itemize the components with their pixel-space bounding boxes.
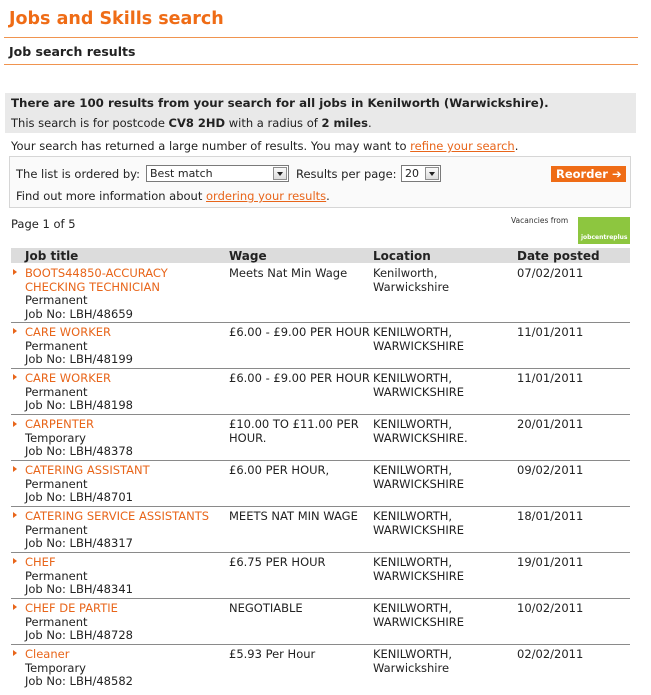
- table-row: [11, 322, 630, 369]
- wage-cell: MEETS NAT MIN WAGE: [229, 509, 358, 523]
- job-title-link[interactable]: CHEF DE PARTIE: [25, 601, 118, 615]
- job-type: Permanent: [25, 338, 88, 353]
- job-type: Temporary: [25, 430, 86, 445]
- wage-cell: £5.93 Per Hour: [229, 647, 316, 661]
- location-cell: KENILWORTH, WARWICKSHIRE: [373, 371, 465, 399]
- refine-search-link[interactable]: refine your search: [410, 139, 515, 153]
- table-row: [11, 414, 630, 461]
- col-job-title: Job title: [25, 249, 79, 263]
- location-cell: KENILWORTH, WARWICKSHIRE: [373, 509, 465, 537]
- job-title-link[interactable]: CARPENTER: [25, 417, 94, 431]
- search-criteria-text: [11, 116, 372, 130]
- date-cell: 11/01/2011: [517, 325, 584, 339]
- arrow-right-icon: ➔: [611, 167, 622, 181]
- date-cell: 07/02/2011: [517, 266, 584, 280]
- notice-end: .: [514, 139, 519, 153]
- job-number: Job No: LBH/48317: [25, 536, 133, 550]
- job-title-link[interactable]: CARE WORKER: [25, 371, 112, 385]
- per-page-select[interactable]: [401, 165, 441, 182]
- table-header: [11, 248, 630, 263]
- bullet-arrow-icon: [13, 269, 17, 275]
- date-cell: 18/01/2011: [517, 509, 584, 523]
- job-number: Job No: LBH/48198: [25, 398, 133, 412]
- table-row: [11, 644, 630, 694]
- job-type: Temporary: [25, 660, 86, 675]
- bullet-arrow-icon: [13, 328, 17, 334]
- bullet-arrow-icon: [13, 374, 17, 380]
- job-type: Permanent: [25, 476, 88, 491]
- criteria-end: .: [367, 116, 372, 130]
- per-page-label: Results per page:: [296, 167, 397, 181]
- wage-cell: £6.00 - £9.00 PER HOUR: [229, 325, 370, 339]
- location-cell: KENILWORTH, WARWICKSHIRE: [373, 463, 465, 491]
- col-wage: Wage: [229, 249, 267, 263]
- table-row: [11, 263, 630, 323]
- location-cell: KENILWORTH, WARWICKSHIRE: [373, 555, 465, 583]
- location-cell: Kenilworth, Warwickshire: [373, 266, 450, 294]
- job-type: Permanent: [25, 384, 88, 399]
- criteria-mid: with a radius of: [225, 116, 322, 130]
- table-row: [11, 552, 630, 599]
- radius: 2 miles: [321, 116, 368, 130]
- job-cell: [25, 556, 225, 597]
- pagination-text: Page 1 of 5: [11, 217, 76, 231]
- table-row: [11, 506, 630, 553]
- job-number: Job No: LBH/48582: [25, 674, 133, 688]
- job-title-link[interactable]: CARE WORKER: [25, 325, 112, 339]
- date-cell: 19/01/2011: [517, 555, 584, 569]
- wage-cell: Meets Nat Min Wage: [229, 266, 348, 280]
- job-type: Permanent: [25, 568, 88, 583]
- bullet-arrow-icon: [13, 512, 17, 518]
- wage-cell: £6.75 PER HOUR: [229, 555, 326, 569]
- job-cell: [25, 267, 225, 321]
- bullet-arrow-icon: [13, 421, 17, 427]
- reorder-button[interactable]: [551, 166, 626, 182]
- order-label: The list is ordered by:: [16, 167, 141, 181]
- section-title: Job search results: [9, 44, 136, 59]
- col-date: Date posted: [517, 249, 600, 263]
- table-row: [11, 460, 630, 507]
- location-cell: KENILWORTH, Warwickshire: [373, 647, 453, 675]
- table-row: [11, 598, 630, 645]
- col-location: Location: [373, 249, 431, 263]
- bullet-arrow-icon: [13, 558, 17, 564]
- job-cell: [25, 418, 225, 459]
- table-row: [11, 368, 630, 415]
- job-number: Job No: LBH/48199: [25, 352, 133, 366]
- ordering-controls: [9, 156, 631, 208]
- job-number: Job No: LBH/48341: [25, 582, 133, 596]
- job-type: Permanent: [25, 522, 88, 537]
- vacancies-label: Vacancies from: [511, 216, 569, 225]
- date-cell: 10/02/2011: [517, 601, 584, 615]
- reorder-label: Reorder: [556, 167, 608, 181]
- chevron-down-icon: [425, 167, 439, 180]
- info-end: .: [326, 189, 330, 203]
- location-cell: KENILWORTH, WARWICKSHIRE.: [373, 417, 468, 445]
- job-cell: [25, 464, 225, 505]
- per-page-value: 20: [405, 167, 419, 180]
- bullet-arrow-icon: [13, 650, 17, 656]
- date-cell: 02/02/2011: [517, 647, 584, 661]
- criteria-prefix: This search is for postcode: [11, 116, 169, 130]
- job-cell: [25, 648, 225, 689]
- wage-cell: £6.00 - £9.00 PER HOUR: [229, 371, 370, 385]
- order-value: Best match: [150, 167, 213, 180]
- divider: [4, 37, 638, 38]
- results-count-text: There are 100 results from your search for all jobs in Kenilworth (Warwickshire).: [11, 96, 549, 110]
- order-select[interactable]: [146, 165, 289, 182]
- wage-cell: £6.00 PER HOUR,: [229, 463, 330, 477]
- bullet-arrow-icon: [13, 466, 17, 472]
- divider: [4, 64, 638, 65]
- logo-text: jobcentreplus: [581, 234, 628, 241]
- location-cell: KENILWORTH, WARWICKSHIRE: [373, 601, 465, 629]
- job-title-link[interactable]: CATERING ASSISTANT: [25, 463, 150, 477]
- jobcentreplus-logo: [578, 217, 630, 244]
- ordering-info: [16, 189, 330, 203]
- job-title-link[interactable]: CATERING SERVICE ASSISTANTS: [25, 509, 210, 523]
- bullet-arrow-icon: [13, 604, 17, 610]
- job-title-link[interactable]: BOOTS44850-ACCURACY CHECKING TECHNICIAN: [25, 266, 168, 294]
- page-title: Jobs and Skills search: [9, 9, 224, 29]
- location-cell: KENILWORTH, WARWICKSHIRE: [373, 325, 465, 353]
- date-cell: 11/01/2011: [517, 371, 584, 385]
- job-type: Permanent: [25, 614, 88, 629]
- job-cell: [25, 602, 225, 643]
- job-number: Job No: LBH/48378: [25, 444, 133, 458]
- job-title-link[interactable]: Cleaner: [25, 647, 70, 661]
- info-text: Find out more information about: [16, 189, 207, 203]
- wage-cell: £10.00 TO £11.00 PER HOUR.: [229, 417, 359, 445]
- job-number: Job No: LBH/48659: [25, 306, 133, 321]
- job-number: Job No: LBH/48701: [25, 490, 133, 504]
- wage-cell: NEGOTIABLE: [229, 601, 303, 615]
- notice-text: Your search has returned a large number of results. You may want to: [11, 139, 411, 153]
- results-summary: [5, 93, 636, 133]
- job-cell: [25, 510, 225, 551]
- large-results-notice: [11, 139, 518, 153]
- job-type: Permanent: [25, 293, 88, 307]
- job-title-link[interactable]: CHEF: [25, 555, 56, 569]
- chevron-down-icon: [273, 167, 287, 180]
- job-cell: [25, 326, 225, 367]
- date-cell: 09/02/2011: [517, 463, 584, 477]
- date-cell: 20/01/2011: [517, 417, 584, 431]
- job-cell: [25, 372, 225, 413]
- ordering-results-link[interactable]: ordering your results: [206, 189, 327, 203]
- postcode: CV8 2HD: [168, 116, 226, 130]
- job-number: Job No: LBH/48728: [25, 628, 133, 642]
